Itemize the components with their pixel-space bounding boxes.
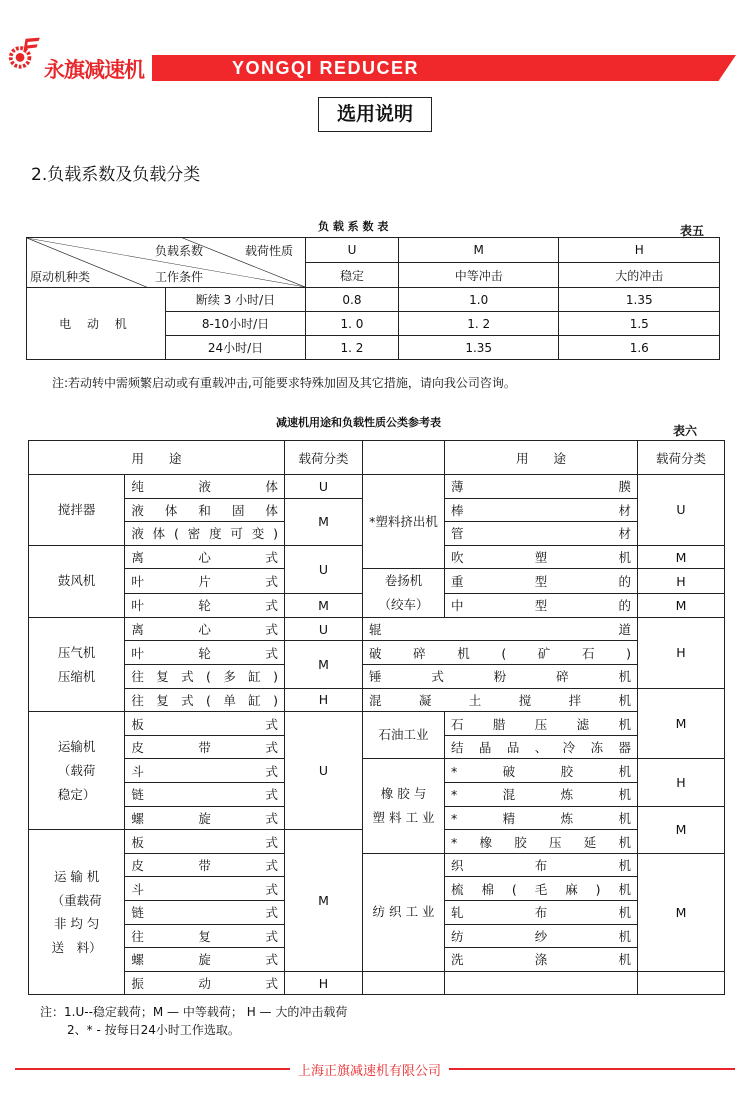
load-class-cell: M [638, 853, 725, 971]
load-class-cell: U [285, 712, 363, 830]
use-cell: 混凝土搅拌机 [363, 688, 638, 712]
use-cell: 吹塑机 [445, 545, 638, 569]
value-cell: 0.8 [306, 288, 399, 312]
category-cell: 卷扬机 （绞车） [363, 569, 445, 618]
col-desc-m: 中等冲击 [398, 263, 559, 288]
load-class-cell: U [285, 617, 363, 641]
load-factor-table [26, 237, 720, 360]
use-cell: 织布机 [445, 853, 638, 877]
category-cell: 搅拌器 [29, 475, 125, 546]
use-cell: 石腊压滤机 [445, 712, 638, 736]
usage-load-table [28, 440, 725, 995]
use-cell: 链式 [125, 783, 285, 807]
use-cell: 梳棉(毛麻)机 [445, 877, 638, 901]
use-cell: 板式 [125, 712, 285, 736]
page-title: 选用说明 [318, 97, 432, 132]
use-cell: 洗涤机 [445, 948, 638, 972]
use-cell: 纺纱机 [445, 924, 638, 948]
use-cell: 薄膜 [445, 475, 638, 499]
load-class-cell: M [638, 593, 725, 617]
category-cell: 运输机 （载荷 稳定） [29, 712, 125, 830]
load-class-cell [638, 971, 725, 995]
use-cell: 叶片式 [125, 569, 285, 593]
load-class-cell: M [638, 806, 725, 853]
use-cell [445, 971, 638, 995]
table-row [29, 641, 725, 665]
use-cell: *混炼机 [445, 783, 638, 807]
use-cell: 纯液体 [125, 475, 285, 499]
header-load-nature: 载荷性质 [245, 244, 294, 258]
condition-cell: 断续 3 小时/日 [166, 288, 306, 312]
use-cell: 棒材 [445, 498, 638, 522]
use-cell: 叶轮式 [125, 641, 285, 665]
brand-name-cn: 永旗减速机 [44, 58, 144, 82]
header-use-left: 用 途 [29, 441, 285, 475]
use-cell: 锤式粉碎机 [363, 665, 638, 689]
use-cell: 往复式(单缸) [125, 688, 285, 712]
load-class-cell: M [285, 641, 363, 688]
table5-label: 表五 [680, 224, 705, 238]
table-row [29, 688, 725, 712]
gear-logo-icon [8, 24, 42, 82]
use-cell: 离心式 [125, 545, 285, 569]
category-cell: *塑料挤出机 [363, 475, 445, 569]
table-row [29, 853, 725, 877]
table-row [29, 971, 725, 995]
load-class-cell: H [638, 569, 725, 593]
table-row [29, 617, 725, 641]
value-cell: 1.5 [559, 312, 720, 336]
col-code-m: M [398, 238, 559, 263]
use-cell: 往复式(多缸) [125, 665, 285, 689]
category-cell: 压气机 压缩机 [29, 617, 125, 711]
col-code-h: H [559, 238, 720, 263]
condition-cell: 8-10小时/日 [166, 312, 306, 336]
table6-note-2: 2、* - 按每日24小时工作选取。 [67, 1023, 240, 1037]
use-cell: 螺旋式 [125, 806, 285, 830]
load-class-cell: U [285, 545, 363, 593]
value-cell: 1. 0 [306, 312, 399, 336]
use-cell: *橡胶压延机 [445, 830, 638, 854]
load-class-cell: H [285, 971, 363, 995]
header-condition: 工作条件 [155, 270, 204, 284]
value-cell: 1. 2 [306, 336, 399, 360]
use-cell: 离心式 [125, 617, 285, 641]
table-row [29, 712, 725, 736]
use-cell: 斗式 [125, 759, 285, 783]
header-use-right: 用 途 [445, 441, 638, 475]
value-cell: 1.6 [559, 336, 720, 360]
use-cell: 斗式 [125, 877, 285, 901]
use-cell: 螺旋式 [125, 948, 285, 972]
table-row [27, 288, 720, 312]
use-cell: 管材 [445, 522, 638, 546]
header-load-factor: 负载系数 [155, 244, 204, 258]
use-cell: *破胶机 [445, 759, 638, 783]
table-row [27, 312, 720, 336]
header-motor-type: 原动机种类 [30, 270, 91, 284]
use-cell: 往复式 [125, 924, 285, 948]
condition-cell: 24小时/日 [166, 336, 306, 360]
category-cell: 橡 胶 与 塑 料 工 业 [363, 759, 445, 853]
load-class-cell: M [285, 830, 363, 972]
header-load-right: 载荷分类 [638, 441, 725, 475]
table-row [29, 475, 725, 499]
table-row [29, 665, 725, 689]
header-load-left: 载荷分类 [285, 441, 363, 475]
use-cell: 结晶品、冷冻器 [445, 735, 638, 759]
load-class-cell: H [638, 759, 725, 806]
value-cell: 1.35 [559, 288, 720, 312]
use-cell: 中型的 [445, 593, 638, 617]
category-cell: 石油工业 [363, 712, 445, 759]
use-cell: *精炼机 [445, 806, 638, 830]
use-cell: 皮带式 [125, 735, 285, 759]
use-cell: 叶轮式 [125, 593, 285, 617]
use-cell: 振动式 [125, 971, 285, 995]
value-cell: 1. 2 [398, 312, 559, 336]
use-cell: 液体(密度可变) [125, 522, 285, 546]
load-class-cell: H [285, 688, 363, 712]
table-row [29, 759, 725, 783]
use-cell: 辊道 [363, 617, 638, 641]
table6-caption: 减速机用途和负载性质公类参考表 [276, 416, 441, 429]
use-cell: 破碎机(矿石) [363, 641, 638, 665]
category-cell: 鼓风机 [29, 545, 125, 617]
col-desc-u: 稳定 [306, 263, 399, 288]
table-row [29, 569, 725, 593]
load-class-cell: M [285, 498, 363, 545]
load-class-cell: U [285, 475, 363, 499]
table6-note-1: 注：1.U--稳定载荷；M — 中等载荷； H — 大的冲击载荷 [40, 1005, 348, 1019]
motor-cell: 电 动 机 [27, 312, 166, 336]
use-cell: 液体和固体 [125, 498, 285, 522]
load-class-cell: M [638, 545, 725, 569]
brand-name-en: YONGQI REDUCER [232, 58, 420, 78]
section-title: 2.负载系数及负载分类 [31, 165, 201, 185]
use-cell: 皮带式 [125, 853, 285, 877]
table6-label: 表六 [673, 424, 698, 438]
load-class-cell: M [638, 688, 725, 759]
use-cell: 链式 [125, 901, 285, 925]
category-cell: 运 输 机 （重载荷 非 均 匀 送 料） [29, 830, 125, 995]
load-class-cell: M [285, 593, 363, 617]
use-cell: 板式 [125, 830, 285, 854]
table5-caption: 负 载 系 数 表 [318, 220, 389, 233]
diagonal-header-cell [27, 238, 306, 288]
table-row [27, 336, 720, 360]
use-cell: 轧布机 [445, 901, 638, 925]
category-cell: 纺 织 工 业 [363, 853, 445, 971]
footer-company: 上海正旗减速机有限公司 [290, 1060, 449, 1079]
col-desc-h: 大的冲击 [559, 263, 720, 288]
load-class-cell: H [638, 617, 725, 688]
use-cell: 重型的 [445, 569, 638, 593]
load-class-cell: U [638, 475, 725, 546]
table5-note: 注:若动转中需频繁启动或有重载冲击,可能要求特殊加固及其它措施，请向我公司咨询。 [52, 376, 516, 390]
category-cell [363, 971, 445, 995]
value-cell: 1.0 [398, 288, 559, 312]
col-code-u: U [306, 238, 399, 263]
value-cell: 1.35 [398, 336, 559, 360]
